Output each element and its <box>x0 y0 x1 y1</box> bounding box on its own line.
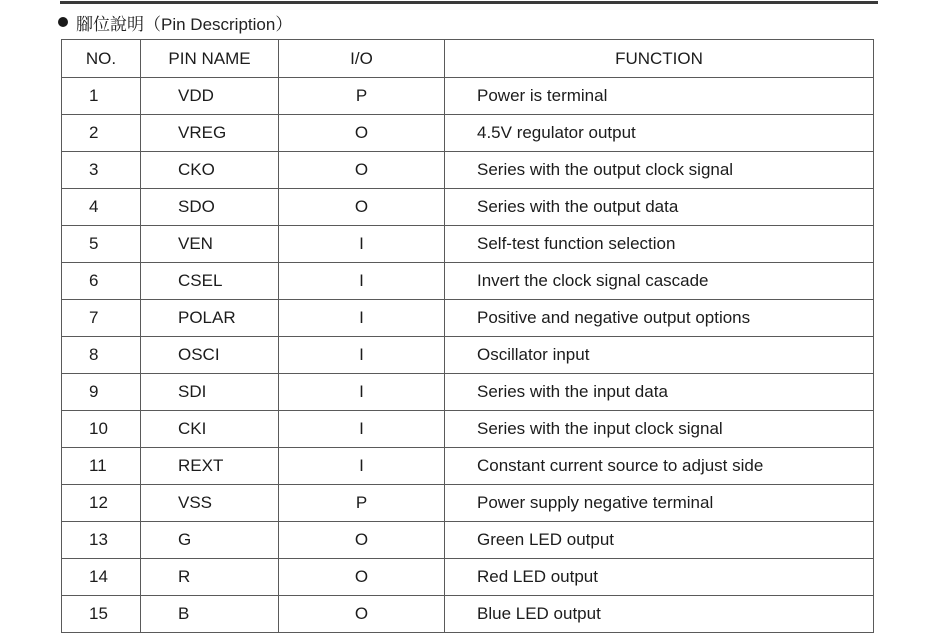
pin-name: POLAR <box>141 300 279 337</box>
pin-number: 3 <box>62 152 141 189</box>
pin-name: CKI <box>141 411 279 448</box>
pin-name: VSS <box>141 485 279 522</box>
pin-number: 5 <box>62 226 141 263</box>
table-row <box>62 226 874 263</box>
table-row <box>62 300 874 337</box>
pin-name: SDO <box>141 189 279 226</box>
pin-io-type: O <box>279 596 445 633</box>
pin-io-type: O <box>279 522 445 559</box>
table-row <box>62 115 874 152</box>
header-pin-name: PIN NAME <box>141 40 279 78</box>
pin-number: 1 <box>62 78 141 115</box>
pin-function: Self-test function selection <box>445 226 874 263</box>
table-row <box>62 522 874 559</box>
pin-number: 11 <box>62 448 141 485</box>
pin-function: Invert the clock signal cascade <box>445 263 874 300</box>
pin-function: Series with the output clock signal <box>445 152 874 189</box>
table-row <box>62 337 874 374</box>
table-row <box>62 596 874 633</box>
table-row <box>62 411 874 448</box>
section-heading-text: 腳位說明（Pin Description） <box>76 14 293 34</box>
pin-number: 9 <box>62 374 141 411</box>
pin-number: 8 <box>62 337 141 374</box>
pin-function: 4.5V regulator output <box>445 115 874 152</box>
pin-name: VDD <box>141 78 279 115</box>
header-io: I/O <box>279 40 445 78</box>
table-row <box>62 374 874 411</box>
pin-function: Power supply negative terminal <box>445 485 874 522</box>
pin-function: Series with the output data <box>445 189 874 226</box>
pin-io-type: I <box>279 374 445 411</box>
table-row <box>62 189 874 226</box>
pin-function: Constant current source to adjust side <box>445 448 874 485</box>
pin-io-type: I <box>279 411 445 448</box>
table-row <box>62 152 874 189</box>
pin-number: 7 <box>62 300 141 337</box>
table-body <box>62 78 874 633</box>
pin-function: Blue LED output <box>445 596 874 633</box>
pin-number: 10 <box>62 411 141 448</box>
pin-function: Positive and negative output options <box>445 300 874 337</box>
pin-io-type: P <box>279 485 445 522</box>
pin-name: CSEL <box>141 263 279 300</box>
pin-io-type: I <box>279 300 445 337</box>
pin-name: VREG <box>141 115 279 152</box>
pin-name: G <box>141 522 279 559</box>
pin-name: SDI <box>141 374 279 411</box>
top-rule <box>60 1 878 4</box>
pin-description-table <box>61 39 874 633</box>
pin-number: 6 <box>62 263 141 300</box>
pin-io-type: I <box>279 337 445 374</box>
table-row <box>62 448 874 485</box>
pin-name: OSCI <box>141 337 279 374</box>
pin-number: 4 <box>62 189 141 226</box>
pin-function: Series with the input clock signal <box>445 411 874 448</box>
header-function: FUNCTION <box>445 40 874 78</box>
table-row <box>62 559 874 596</box>
pin-name: R <box>141 559 279 596</box>
pin-name: CKO <box>141 152 279 189</box>
table-row <box>62 78 874 115</box>
pin-io-type: I <box>279 226 445 263</box>
pin-function: Oscillator input <box>445 337 874 374</box>
pin-io-type: I <box>279 448 445 485</box>
pin-name: B <box>141 596 279 633</box>
pin-io-type: I <box>279 263 445 300</box>
pin-name: REXT <box>141 448 279 485</box>
bullet-icon <box>58 17 68 27</box>
table-header-row <box>62 40 874 78</box>
pin-function: Series with the input data <box>445 374 874 411</box>
pin-number: 12 <box>62 485 141 522</box>
pin-io-type: O <box>279 189 445 226</box>
table-row <box>62 263 874 300</box>
section-heading <box>58 11 292 33</box>
pin-io-type: O <box>279 115 445 152</box>
pin-name: VEN <box>141 226 279 263</box>
pin-function: Green LED output <box>445 522 874 559</box>
pin-number: 15 <box>62 596 141 633</box>
pin-number: 14 <box>62 559 141 596</box>
pin-io-type: P <box>279 78 445 115</box>
pin-io-type: O <box>279 559 445 596</box>
pin-io-type: O <box>279 152 445 189</box>
header-no: NO. <box>62 40 141 78</box>
pin-number: 2 <box>62 115 141 152</box>
pin-number: 13 <box>62 522 141 559</box>
pin-function: Power is terminal <box>445 78 874 115</box>
pin-function: Red LED output <box>445 559 874 596</box>
table-row <box>62 485 874 522</box>
